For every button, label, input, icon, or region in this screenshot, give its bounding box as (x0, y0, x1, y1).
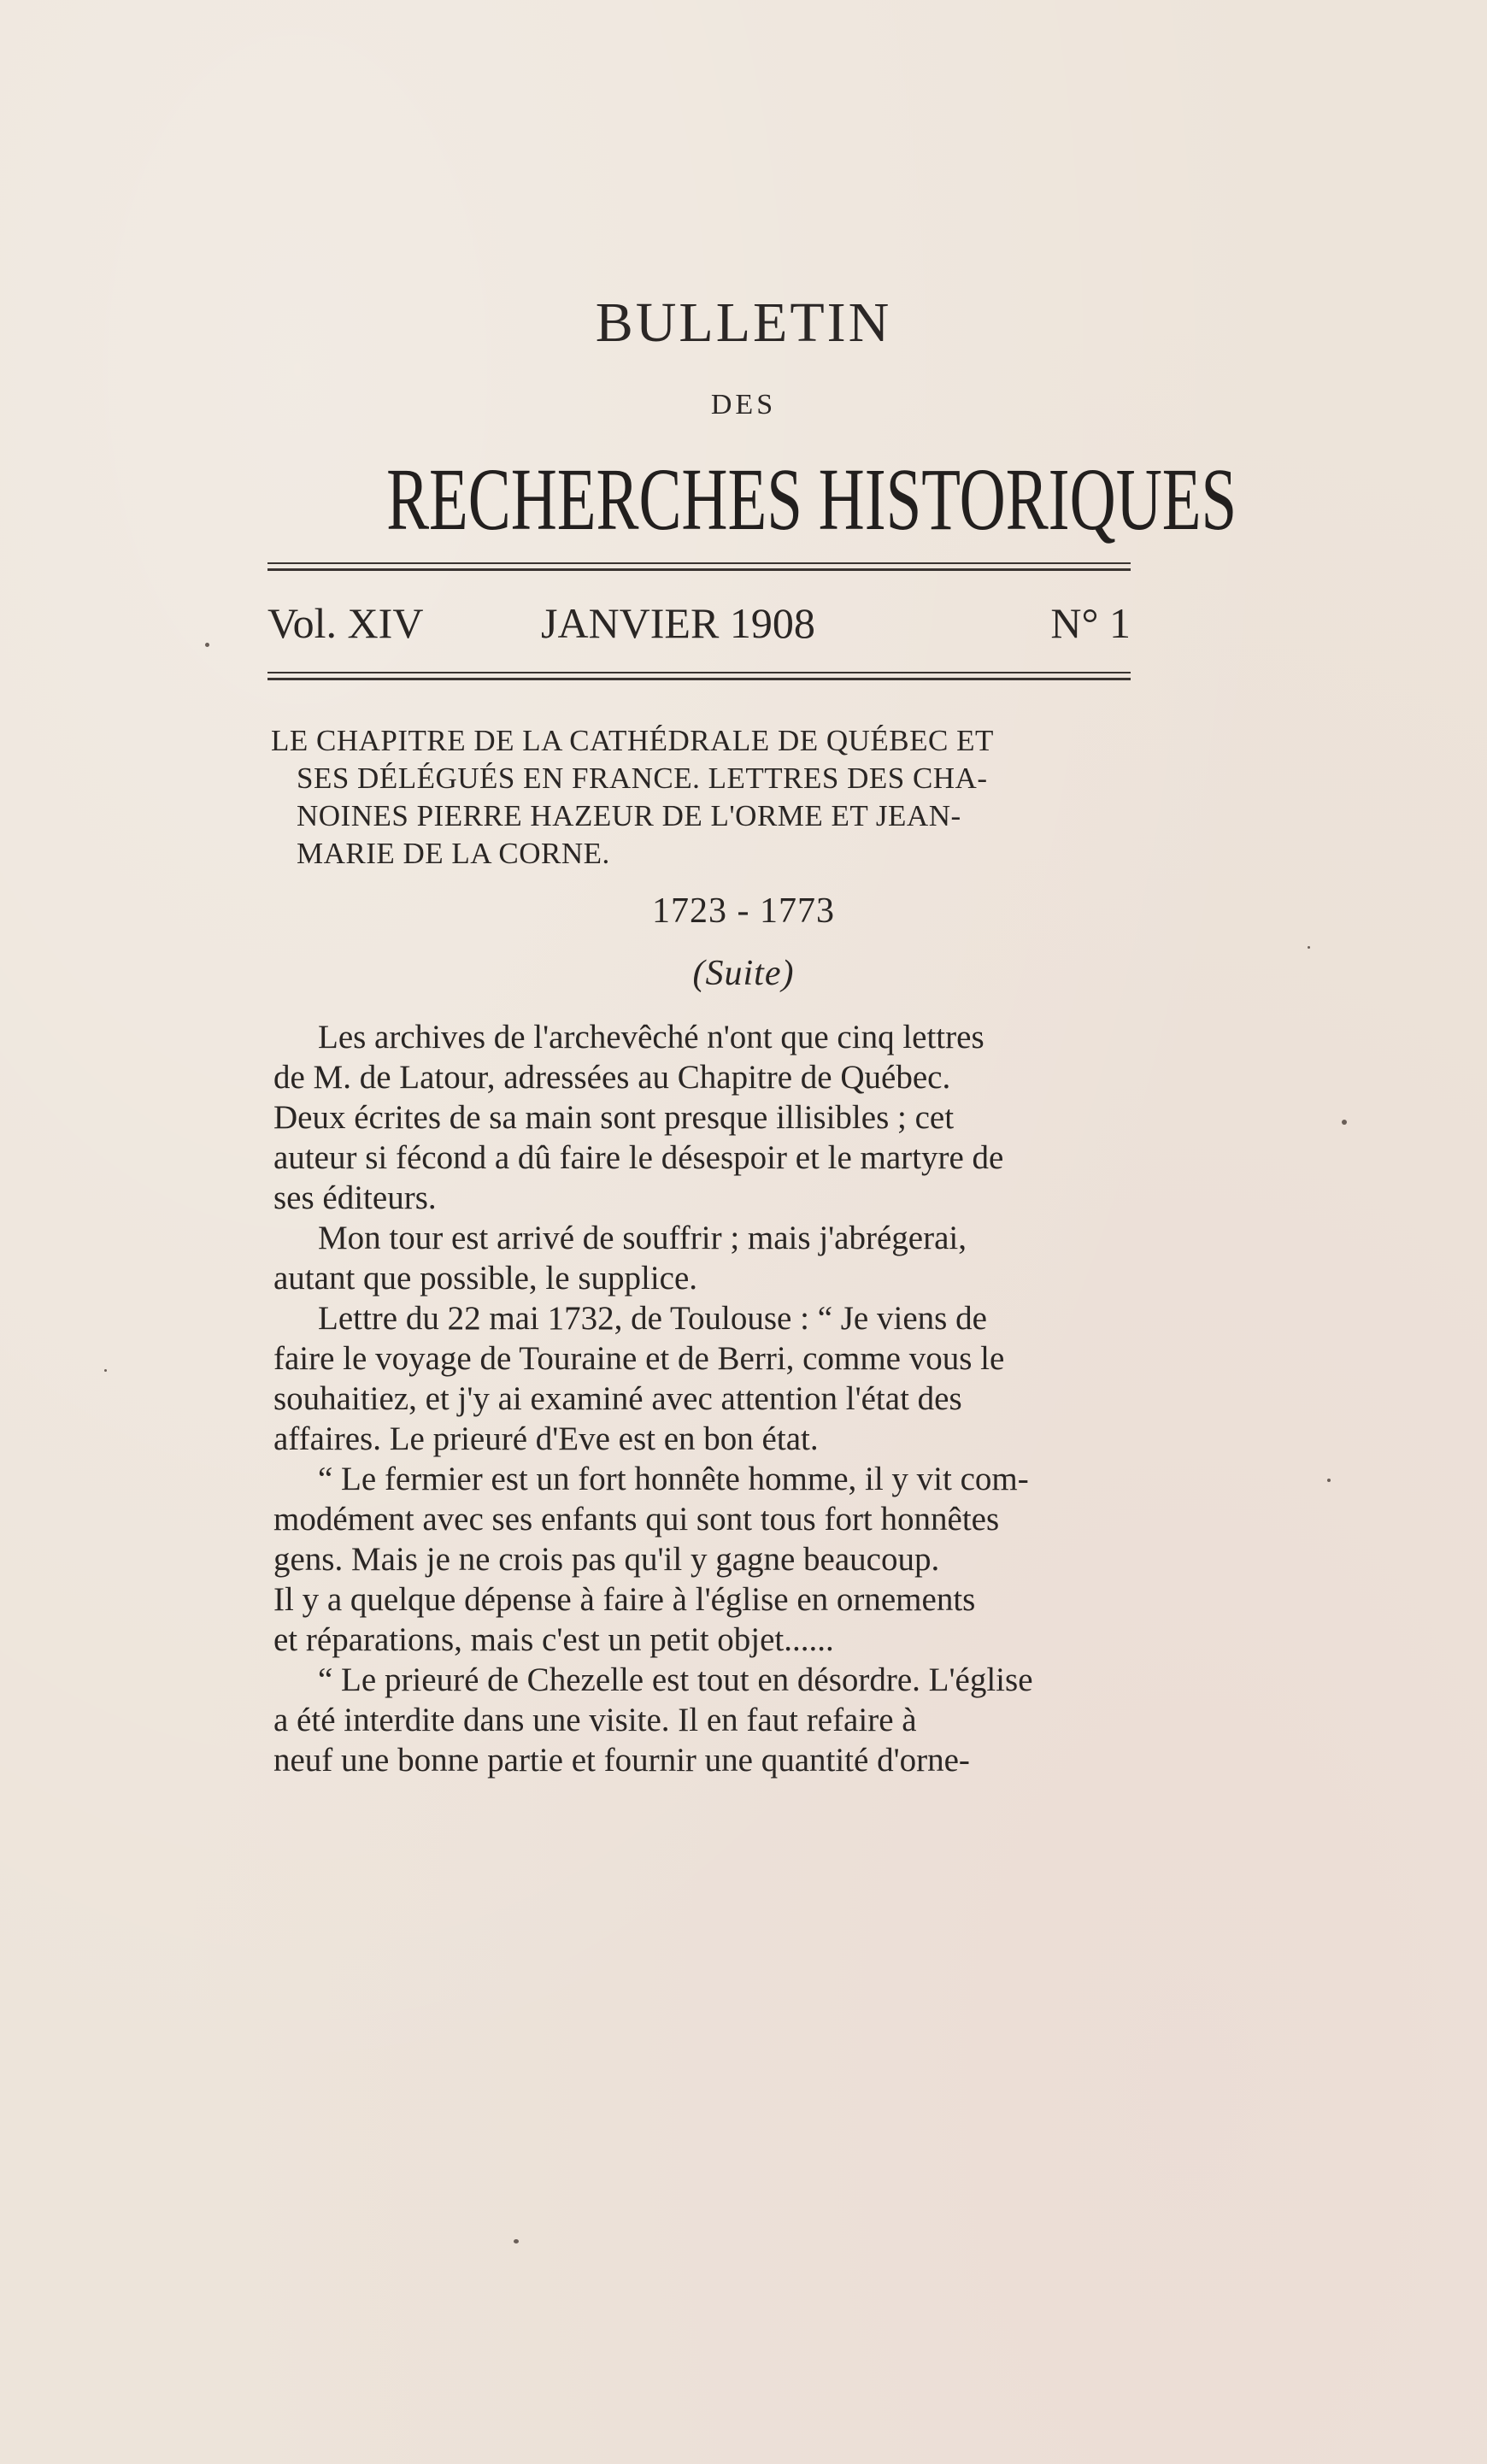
header-rule-bottom (267, 672, 1131, 680)
body-line: a été interdite dans une visite. Il en faut refaire à (273, 1702, 917, 1738)
body-line: “ Le fermier est un fort honnête homme, il y vit com- (318, 1461, 1029, 1497)
body-line: autant que possible, le supplice. (273, 1260, 698, 1297)
header-rule-top (267, 562, 1131, 571)
article-title-line: MARIE DE LA CORNE. (297, 837, 610, 870)
body-line: auteur si fécond a dû faire le désespoir et le martyre de (273, 1139, 1004, 1176)
article-title (271, 722, 1138, 873)
body-line: Les archives de l'archevêché n'ont que cinq lettres (318, 1019, 984, 1056)
body-line: gens. Mais je ne crois pas qu'il y gagne beaucoup. (273, 1541, 940, 1578)
masthead-des: DES (710, 389, 777, 420)
body-line: affaires. Le prieuré d'Eve est en bon état. (273, 1420, 819, 1457)
body-line: Il y a quelque dépense à faire à l'église en ornements (273, 1581, 976, 1618)
paper-speck (1308, 946, 1310, 949)
body-line: “ Le prieuré de Chezelle est tout en désordre. L'église (318, 1661, 1033, 1698)
issue-number: N° 1 (1050, 599, 1131, 647)
paper-speck (205, 643, 209, 647)
body-line: et réparations, mais c'est un petit objet...... (273, 1621, 834, 1658)
masthead-title: RECHERCHES HISTORIQUES (386, 450, 1237, 549)
issue-info (267, 598, 1131, 658)
body-line: Lettre du 22 mai 1732, de Toulouse : “ Je viens de (318, 1300, 987, 1337)
issue-date: JANVIER 1908 (541, 599, 815, 647)
article-suite: (Suite) (692, 954, 795, 993)
paper-speck (104, 1369, 107, 1372)
body-line: de M. de Latour, adressées au Chapitre de Québec. (273, 1059, 951, 1096)
article-years: 1723 - 1773 (652, 891, 835, 931)
issue-volume: Vol. XIV (267, 599, 424, 647)
body-line: Mon tour est arrivé de souffrir ; mais j'abrégerai, (318, 1220, 967, 1256)
paper-speck (1342, 1120, 1347, 1125)
body-line: Deux écrites de sa main sont presque illisibles ; cet (273, 1099, 955, 1136)
article-title-line: LE CHAPITRE DE LA CATHÉDRALE DE QUÉBEC ET (271, 724, 994, 757)
body-line: ses éditeurs. (273, 1179, 437, 1216)
body-line: neuf une bonne partie et fournir une quantité d'orne- (273, 1742, 970, 1779)
article-title-line: NOINES PIERRE HAZEUR DE L'ORME ET JEAN- (297, 799, 961, 832)
article-title-line: SES DÉLÉGUÉS EN FRANCE. LETTRES DES CHA- (297, 762, 988, 795)
body-line: modément avec ses enfants qui sont tous fort honnêtes (273, 1501, 1000, 1538)
body-line: faire le voyage de Touraine et de Berri, comme vous le (273, 1340, 1005, 1377)
masthead-bulletin: BULLETIN (595, 291, 892, 354)
paper-speck (1327, 1479, 1331, 1482)
paper-speck (514, 2239, 519, 2243)
article-body (273, 1017, 1145, 1780)
body-line: souhaitiez, et j'y ai examiné avec attention l'état des (273, 1380, 962, 1417)
